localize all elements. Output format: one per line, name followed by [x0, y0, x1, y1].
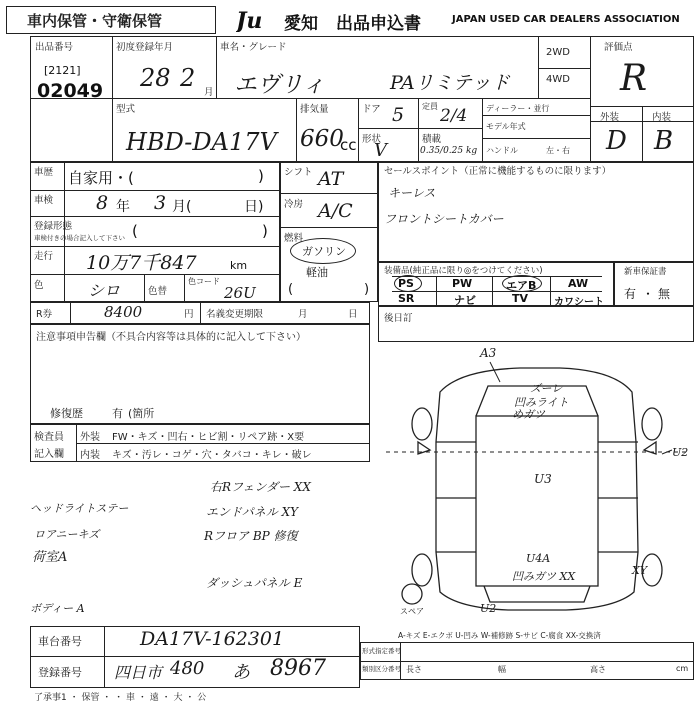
chassis-number: DA17V-162301 — [140, 628, 285, 650]
mileage-unit: km — [230, 259, 248, 272]
repair-location: (箇所 — [128, 407, 155, 420]
plate-class: 480 — [170, 658, 205, 679]
form-title: 出品申込書 — [336, 14, 421, 34]
load-value: 0.35/0.25 kg — [420, 146, 478, 156]
registration-year: 28 — [140, 64, 171, 92]
load-label: 積載 — [422, 134, 442, 145]
fuel-diesel: 軽油 — [306, 266, 328, 279]
warranty-label: 新車保証書 — [624, 267, 667, 277]
lot-label: 出品番号 — [35, 42, 74, 53]
remark-right-1: 右Rフェンダー XX — [210, 480, 311, 494]
equip-airbag: エアB — [506, 279, 537, 292]
footer-text: 了承事1 ・ 保管 ・ ・ 車 ・ 遠 ・ 大 ・ 公 — [34, 693, 207, 703]
inspection-day-unit: 日) — [244, 199, 264, 215]
repair-label: 修復歴 — [50, 407, 83, 420]
drive-4wd: 4WD — [546, 74, 570, 85]
exterior-label: 外装 — [600, 112, 620, 123]
equip-ps: PS — [398, 277, 414, 290]
remark-right-4: ダッシュパネル E — [206, 576, 303, 590]
type-value: HBD-DA17V — [126, 128, 277, 156]
selling-point-2: フロントシートカバー — [384, 212, 504, 226]
shift-label: シフト — [284, 167, 313, 178]
drive-2wd: 2WD — [546, 47, 570, 58]
color-label: 色 — [34, 280, 44, 291]
inspector-label1: 検査員 — [34, 432, 64, 443]
displacement-unit: cc — [340, 136, 357, 154]
spec-width: 幅 — [498, 665, 506, 674]
fuel-close: ) — [364, 282, 370, 297]
diagram-note-2: めガツ — [512, 408, 545, 421]
recycle-unit: 円 — [184, 309, 194, 320]
equip-airbag-circle — [502, 275, 542, 292]
type-label: 型式 — [116, 104, 136, 115]
recycle-value: 8400 — [104, 303, 143, 321]
inspector-inner-label: 内装 — [80, 450, 100, 461]
model-grade-label: 車名・グレード — [220, 42, 287, 53]
reg-form-sub: 車検付きの場合記入して下さい — [34, 234, 125, 242]
capacity-label: 定員 — [422, 102, 438, 111]
later-input-label: 後日訂 — [384, 313, 413, 324]
storage-label: 車内保管・守衛保管 — [27, 12, 163, 30]
diagram-mark-xy: XY — [632, 564, 648, 577]
remark-left-3: 荷室A — [32, 550, 68, 565]
inspector-outer-items: FW・キズ・凹右・ヒビ割・リペア跡・X要 — [112, 432, 305, 443]
equip-ps-circle — [394, 275, 422, 292]
spec-cm: cm — [676, 664, 689, 673]
inspection-month: 3 — [154, 192, 167, 214]
expiry-day: 日 — [348, 309, 358, 320]
equip-pw: PW — [452, 277, 473, 290]
brand-name: 愛知 — [284, 14, 318, 34]
dealer-row1: ディーラー・並行 — [486, 104, 550, 113]
ju-logo — [236, 8, 282, 32]
plate-label: 登録番号 — [38, 666, 82, 679]
lot-number: 02049 — [37, 80, 104, 102]
spec-height: 高さ — [590, 665, 606, 674]
reg-form-close: ) — [262, 222, 268, 240]
inspector-inner-items: キズ・汚レ・コゲ・穴・タバコ・キレ・破レ — [112, 450, 312, 461]
diagram-mark-u2b: U2 — [480, 602, 497, 615]
svg-text:Ju: Ju — [236, 8, 263, 32]
plate-number: 8967 — [270, 656, 326, 681]
inspection-year-unit: 年 — [116, 199, 130, 215]
inspection-year: 8 — [96, 192, 109, 214]
selling-points-label: セールスポイント（正常に機能するものに限ります） — [384, 166, 612, 177]
equip-navi: ナビ — [454, 294, 476, 307]
plate-kana: あ — [232, 662, 250, 683]
recycle-label: R券 — [36, 309, 53, 320]
equip-tv: TV — [512, 292, 529, 305]
score-label: 評価点 — [604, 42, 633, 53]
history-label: 車歴 — [34, 167, 54, 178]
displacement-label: 排気量 — [300, 104, 329, 115]
shape-value: V — [374, 140, 387, 161]
inspector-label2: 記入欄 — [34, 449, 64, 460]
diagram-mark-u4a: U4A — [526, 552, 551, 565]
association-name: JAPAN USED CAR DEALERS ASSOCIATION — [452, 14, 680, 25]
spec-label-2: 類別区分番号 — [362, 665, 401, 673]
interior-grade: B — [654, 126, 674, 156]
remark-bottom: ボディー A — [30, 602, 85, 615]
reg-form-open: ( — [132, 222, 138, 240]
registration-month: 2 — [180, 64, 196, 92]
diagram-mark-u2: U2 — [672, 446, 689, 459]
remark-left-1: ヘッドライトステー — [30, 502, 129, 515]
exterior-grade: D — [606, 126, 627, 156]
diagram-mark-a3: A3 — [480, 346, 497, 360]
expiry-month: 月 — [298, 309, 308, 320]
lot-code: [2121] — [44, 64, 81, 77]
registration-month-unit: 月 — [204, 87, 214, 98]
aircon-label: 冷房 — [284, 199, 304, 210]
warranty-yes: 有 — [624, 287, 637, 301]
dealer-row2: モデル年式 — [486, 122, 526, 131]
mileage-label: 走行 — [34, 251, 54, 262]
mileage-value: 10万7千847 — [86, 252, 197, 274]
spare-label: スペア — [400, 607, 424, 616]
fuel-open: ( — [288, 282, 294, 297]
fuel-label: 燃料 — [284, 233, 304, 244]
history-close: ) — [258, 167, 264, 185]
damage-legend: A-キズ E-エクボ U-凹み W-補修跡 S-サビ C-腐食 XX-交換済 — [398, 631, 601, 640]
history-value: 自家用・( — [68, 169, 134, 187]
fuel-gasoline: ガソリン — [302, 245, 346, 258]
shape-label: 形状 — [362, 134, 382, 145]
diagram-mark-u3: U3 — [534, 472, 552, 486]
remark-right-3: Rフロア BP 修復 — [204, 529, 298, 543]
selling-point-1: キーレス — [388, 186, 436, 200]
interior-label: 内装 — [652, 112, 672, 123]
displacement-value: 660 — [300, 126, 344, 152]
dealer-row3: ハンドル — [486, 146, 518, 155]
warranty-no: 無 — [658, 287, 671, 301]
color-code-label: 色コード — [188, 277, 220, 286]
repair-value: 有 — [112, 407, 123, 420]
later-input-box — [378, 306, 694, 342]
aircon-value: A/C — [318, 200, 353, 222]
plate-area: 四日市 — [114, 663, 163, 682]
chassis-label: 車台番号 — [38, 635, 82, 648]
score-value: R — [620, 58, 648, 99]
diagram-note-3: 凹みガツ XX — [512, 570, 576, 583]
model-name: エヴリィ — [234, 72, 326, 98]
spec-label-1: 形式指定番号 — [362, 647, 401, 655]
storage-box — [6, 6, 216, 34]
color-value: シロ — [88, 281, 121, 300]
diagram-note-1: 凹みライト — [514, 396, 569, 409]
inspector-outer-label: 外装 — [80, 432, 100, 443]
shift-value: AT — [318, 168, 344, 190]
dealer-row3-opts: 左・右 — [546, 146, 570, 155]
equip-sr: SR — [398, 292, 415, 305]
equip-leather: カワシート — [554, 297, 604, 308]
registration-label: 初度登録年月 — [116, 42, 174, 53]
remark-right-2: エンドパネル XY — [206, 505, 299, 519]
color-code: 26U — [224, 284, 256, 302]
spec-length: 長さ — [406, 665, 422, 674]
doors-value: 5 — [392, 104, 405, 126]
diagram-mark-2: ズーレ — [530, 382, 563, 395]
repaint-label: 色替 — [148, 286, 168, 297]
equipment-label: 装備品(純正品に限り◎をつけてください) — [384, 266, 543, 276]
notes-label: 注意事項申告欄（不具合内容等は具体的に記入して下さい） — [36, 332, 306, 343]
capacity-value: 2/4 — [440, 106, 468, 126]
doors-label: ドア — [362, 104, 381, 115]
reg-form-label: 登録形態 — [34, 221, 73, 232]
inspection-month-unit: 月( — [172, 199, 192, 215]
model-grade: PAリミテッド — [390, 72, 510, 94]
remark-left-2: ロアニーキズ — [34, 528, 100, 541]
expiry-label: 名義変更期限 — [206, 309, 264, 320]
equip-aw: AW — [568, 277, 589, 290]
inspection-label: 車検 — [34, 195, 54, 206]
